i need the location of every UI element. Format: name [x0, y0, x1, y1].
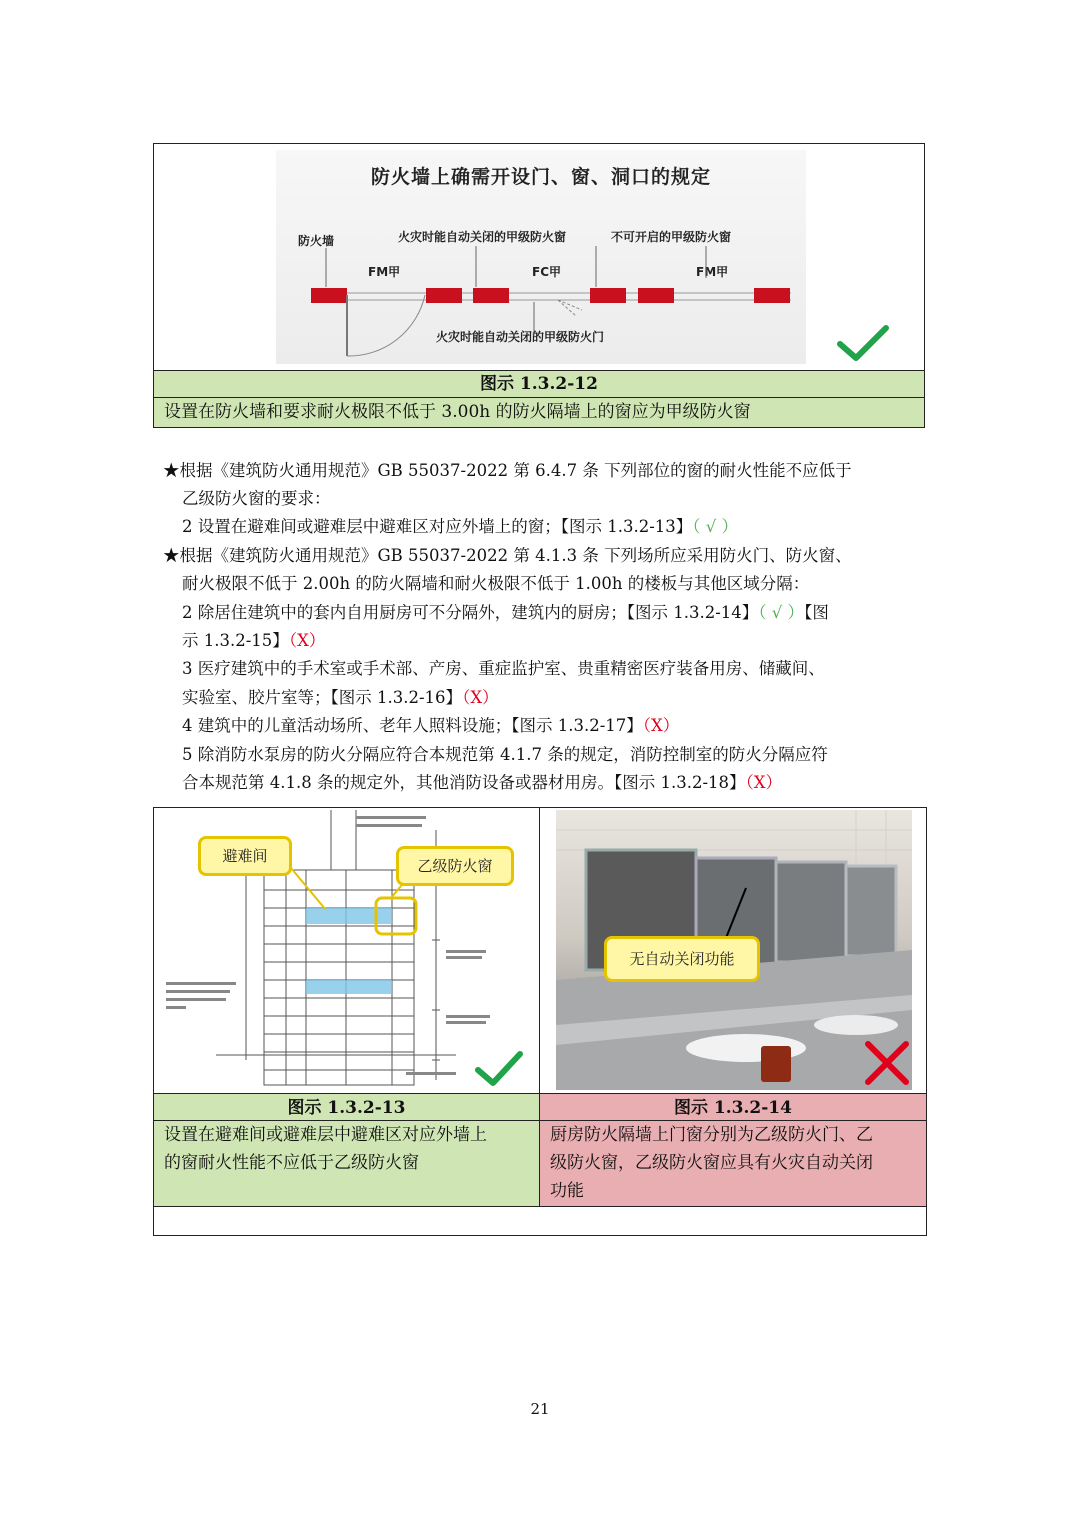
label-fm-2: FM甲 — [696, 265, 729, 279]
clause-4-1-3-line2: 耐火极限不低于 2.00h 的防火隔墙和耐火极限不低于 1.00h 的楼板与其他区域分隔： — [182, 574, 810, 593]
item-text: 2 设置在避难间或避难层中避难区对应外墙上的窗；【图示 1.3.2-13】 — [182, 517, 693, 536]
clause-6-4-7-line2: 乙级防火窗的要求： — [182, 489, 331, 508]
wall-segment — [754, 288, 790, 303]
no-mark: （X） — [462, 688, 499, 707]
clause-4-1-3-item3-cont — [182, 684, 499, 712]
label-fm-1: FM甲 — [368, 265, 401, 279]
label-auto-door: 火灾时能自动关闭的甲级防火门 — [436, 330, 605, 344]
figure-table-13-14 — [153, 807, 927, 1236]
description-line: 的窗耐火性能不应低于乙级防火窗 — [164, 1153, 419, 1173]
label-fc: FC甲 — [532, 265, 562, 279]
empty-row — [154, 1206, 926, 1236]
kitchen-window-photo — [556, 810, 912, 1090]
refuge-floor-diagram — [156, 810, 536, 1090]
callout-refuge-room: 避难间 — [198, 836, 292, 876]
wall-segment — [426, 288, 462, 303]
no-mark: （X） — [288, 631, 326, 650]
item-text: 实验室、胶片室等；【图示 1.3.2-16】 — [182, 688, 463, 707]
check-icon — [836, 324, 890, 364]
wall-segment — [590, 288, 626, 303]
caption-14: 图示 1.3.2-14 — [540, 1093, 926, 1121]
figure-description: 设置在防火墙和要求耐火极限不低于 3.00h 的防火隔墙上的窗应为甲级防火窗 — [154, 398, 924, 427]
diagram-title: 防火墙上确需开设门、窗、洞口的规定 — [370, 166, 711, 188]
wall-segment — [311, 288, 347, 303]
clause-4-1-3-item2 — [182, 599, 829, 627]
check-icon — [474, 1050, 524, 1090]
description-14 — [540, 1121, 926, 1206]
no-mark: （X） — [642, 716, 680, 735]
clause-4-1-3-item2-cont — [182, 627, 325, 655]
item-text: 4 建筑中的儿童活动场所、老年人照料设施；【图示 1.3.2-17】 — [182, 716, 643, 735]
item-text-ref: 【图 — [804, 603, 829, 622]
clause-4-1-3-item5-cont — [182, 769, 782, 797]
cross-icon — [862, 1038, 912, 1088]
wall-segment — [473, 288, 509, 303]
clause-4-1-3-item5: 5 除消防水泵房的防火分隔应符合本规范第 4.1.7 条的规定，消防控制室的防火分隔应符 — [182, 745, 828, 764]
ok-mark: （ √ ） — [692, 517, 739, 536]
description-line: 级防火窗，乙级防火窗应具有火灾自动关闭 — [550, 1153, 873, 1173]
figure-caption: 图示 1.3.2-12 — [154, 370, 924, 398]
item-text: 2 除居住建筑中的套内自用厨房可不分隔外，建筑内的厨房；【图示 1.3.2-14】 — [182, 603, 759, 622]
caption-13: 图示 1.3.2-13 — [154, 1093, 539, 1121]
label-auto-window: 火灾时能自动关闭的甲级防火窗 — [398, 230, 567, 244]
figure-table-12 — [153, 143, 925, 428]
description-line: 设置在避难间或避难层中避难区对应外墙上 — [164, 1125, 487, 1145]
item-text: 合本规范第 4.1.8 条的规定外，其他消防设备或器材用房。【图示 1.3.2-18】 — [182, 773, 746, 792]
clause-6-4-7-line1: ★根据《建筑防火通用规范》GB 55037-2022 第 6.4.7 条 下列部位的窗的耐火性能不应低于 — [163, 461, 852, 480]
callout-class-b-window: 乙级防火窗 — [396, 846, 514, 886]
clause-4-1-3-line1: ★根据《建筑防火通用规范》GB 55037-2022 第 4.1.3 条 下列场所应采用防火门、防火窗、 — [163, 546, 852, 565]
item-text: 示 1.3.2-15】 — [182, 631, 289, 650]
clause-4-1-3-item4 — [182, 712, 679, 740]
description-13 — [154, 1121, 539, 1206]
page-number: 21 — [530, 1400, 550, 1418]
no-mark: （X） — [745, 773, 783, 792]
callout-no-auto-close: 无自动关闭功能 — [604, 936, 760, 982]
description-line: 厨房防火隔墙上门窗分别为乙级防火门、乙 — [550, 1125, 873, 1145]
wall-segment — [638, 288, 674, 303]
figure-image-cell — [154, 144, 924, 370]
ok-mark: （ √ ） — [758, 603, 805, 622]
description-line: 功能 — [550, 1181, 584, 1201]
clause-4-1-3-item3: 3 医疗建筑中的手术室或手术部、产房、重症监护室、贵重精密医疗装备用房、储藏间、 — [182, 659, 825, 678]
fire-wall-diagram — [276, 150, 806, 364]
diagram-graphics — [276, 150, 806, 364]
label-fixed-window: 不可开启的甲级防火窗 — [611, 230, 732, 244]
clause-6-4-7-item2 — [182, 513, 738, 541]
label-fire-wall: 防火墙 — [298, 234, 335, 248]
